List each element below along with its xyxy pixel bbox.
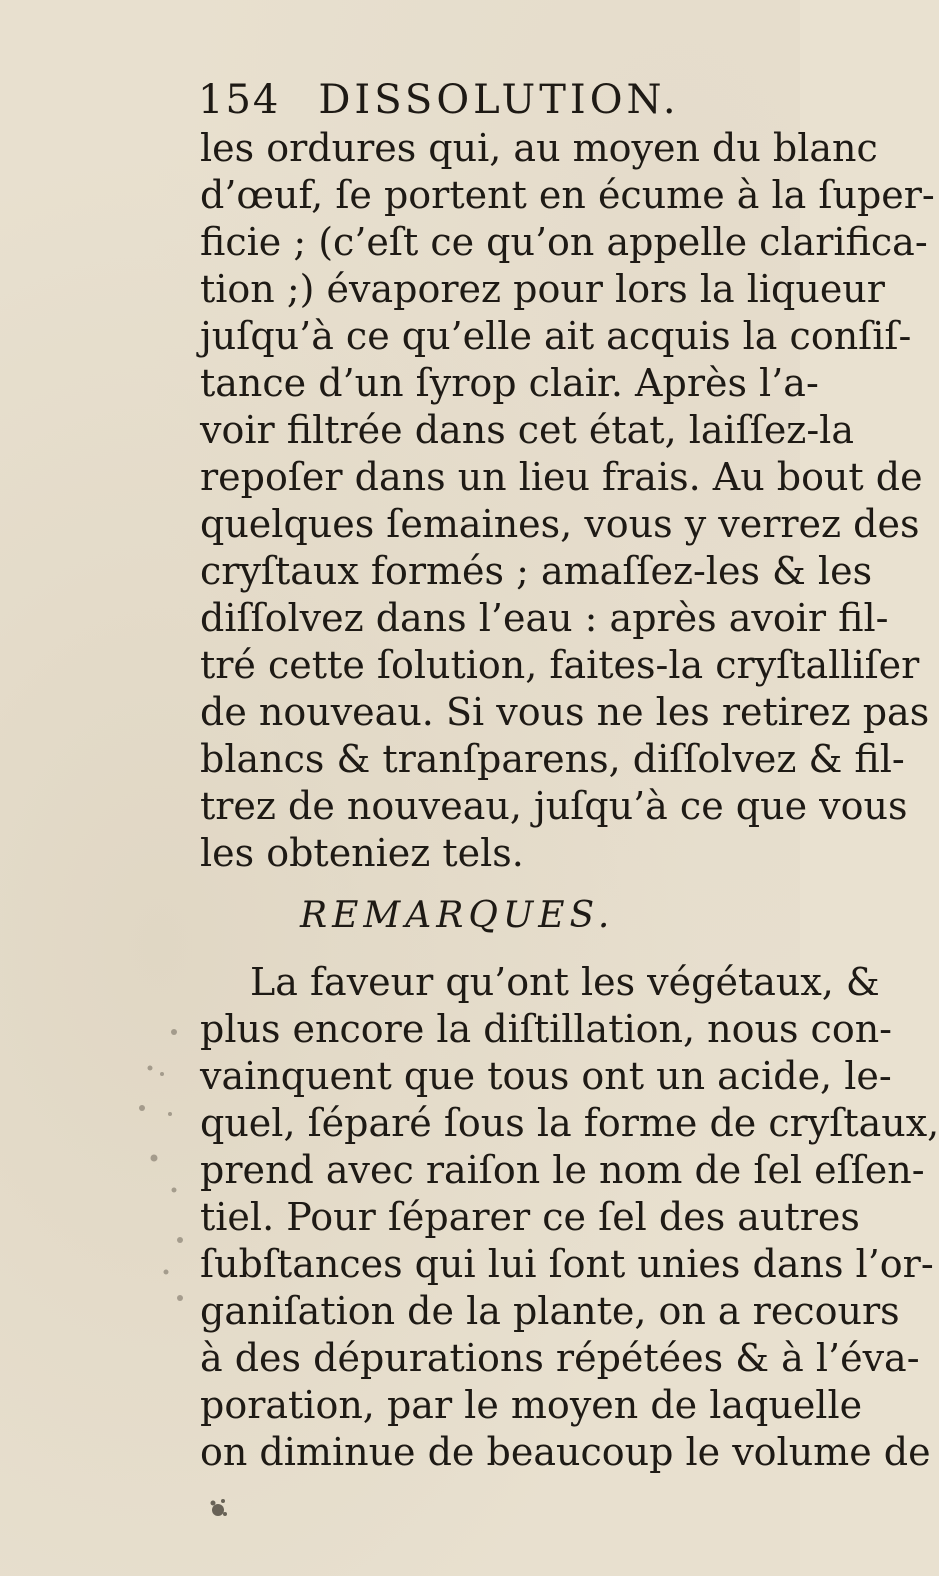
text-line: tré cette ſolution, faites-la cryſtalliſer [200,643,920,687]
body-text [200,125,939,1476]
text-line: ganiſation de la plante, on a recours [200,1289,900,1333]
text-line: trez de nouveau, juſqu’à ce que vous [200,784,908,828]
text-line: plus encore la diſtillation, nous con- [200,1007,893,1051]
text-line: vainquent que tous ont un acide, le- [200,1054,892,1098]
running-title: DISSOLUTION. [318,77,680,123]
ink-blot [205,1495,231,1521]
text-line: ſubſtances qui lui ſont unies dans l’or- [200,1242,934,1286]
text-line: diſſolvez dans l’eau : après avoir fil- [200,596,889,640]
text-line: quel, ſéparé ſous la forme de cryſtaux, [200,1101,939,1145]
bleed-through-marks [130,1010,190,1310]
text-line: voir filtrée dans cet état, laiſſez-la [200,408,854,452]
text-line: de nouveau. Si vous ne les retirez pas [200,690,930,734]
page-header [198,78,680,122]
text-line: les ordures qui, au moyen du blanc [200,126,878,170]
text-line: les obteniez tels. [200,831,524,875]
text-line: à des dépurations répétées & à l’éva- [200,1336,920,1380]
text-line: blancs & tranſparens, diſſolvez & fil- [200,737,905,781]
text-line: La faveur qu’ont les végétaux, & [250,960,880,1004]
text-line: ficie ; (c’eſt ce qu’on appelle clarifica- [200,220,928,264]
section-heading: REMARQUES. [300,895,615,936]
text-line: poration, par le moyen de laquelle [200,1383,863,1427]
text-line: tance d’un ſyrop clair. Après l’a- [200,361,819,405]
text-line: tiel. Pour ſéparer ce ſel des autres [200,1195,860,1239]
text-line: tion ;) évaporez pour lors la liqueur [200,267,885,311]
paragraph-recipe [200,125,935,877]
text-line: cryſtaux formés ; amaſſez-les & les [200,549,873,593]
paragraph-remarks [200,959,939,1476]
page-number: 154 [198,77,281,123]
text-line: repoſer dans un lieu frais. Au bout de [200,455,923,499]
text-line: juſqu’à ce qu’elle ait acquis la conſiſ- [200,314,912,358]
text-line: d’œuf, ſe portent en écume à la ſuper- [200,173,935,217]
text-line: on diminue de beaucoup le volume de [200,1430,931,1474]
text-line: prend avec raiſon le nom de ſel eſſen- [200,1148,925,1192]
text-line: quelques ſemaines, vous y verrez des [200,502,920,546]
